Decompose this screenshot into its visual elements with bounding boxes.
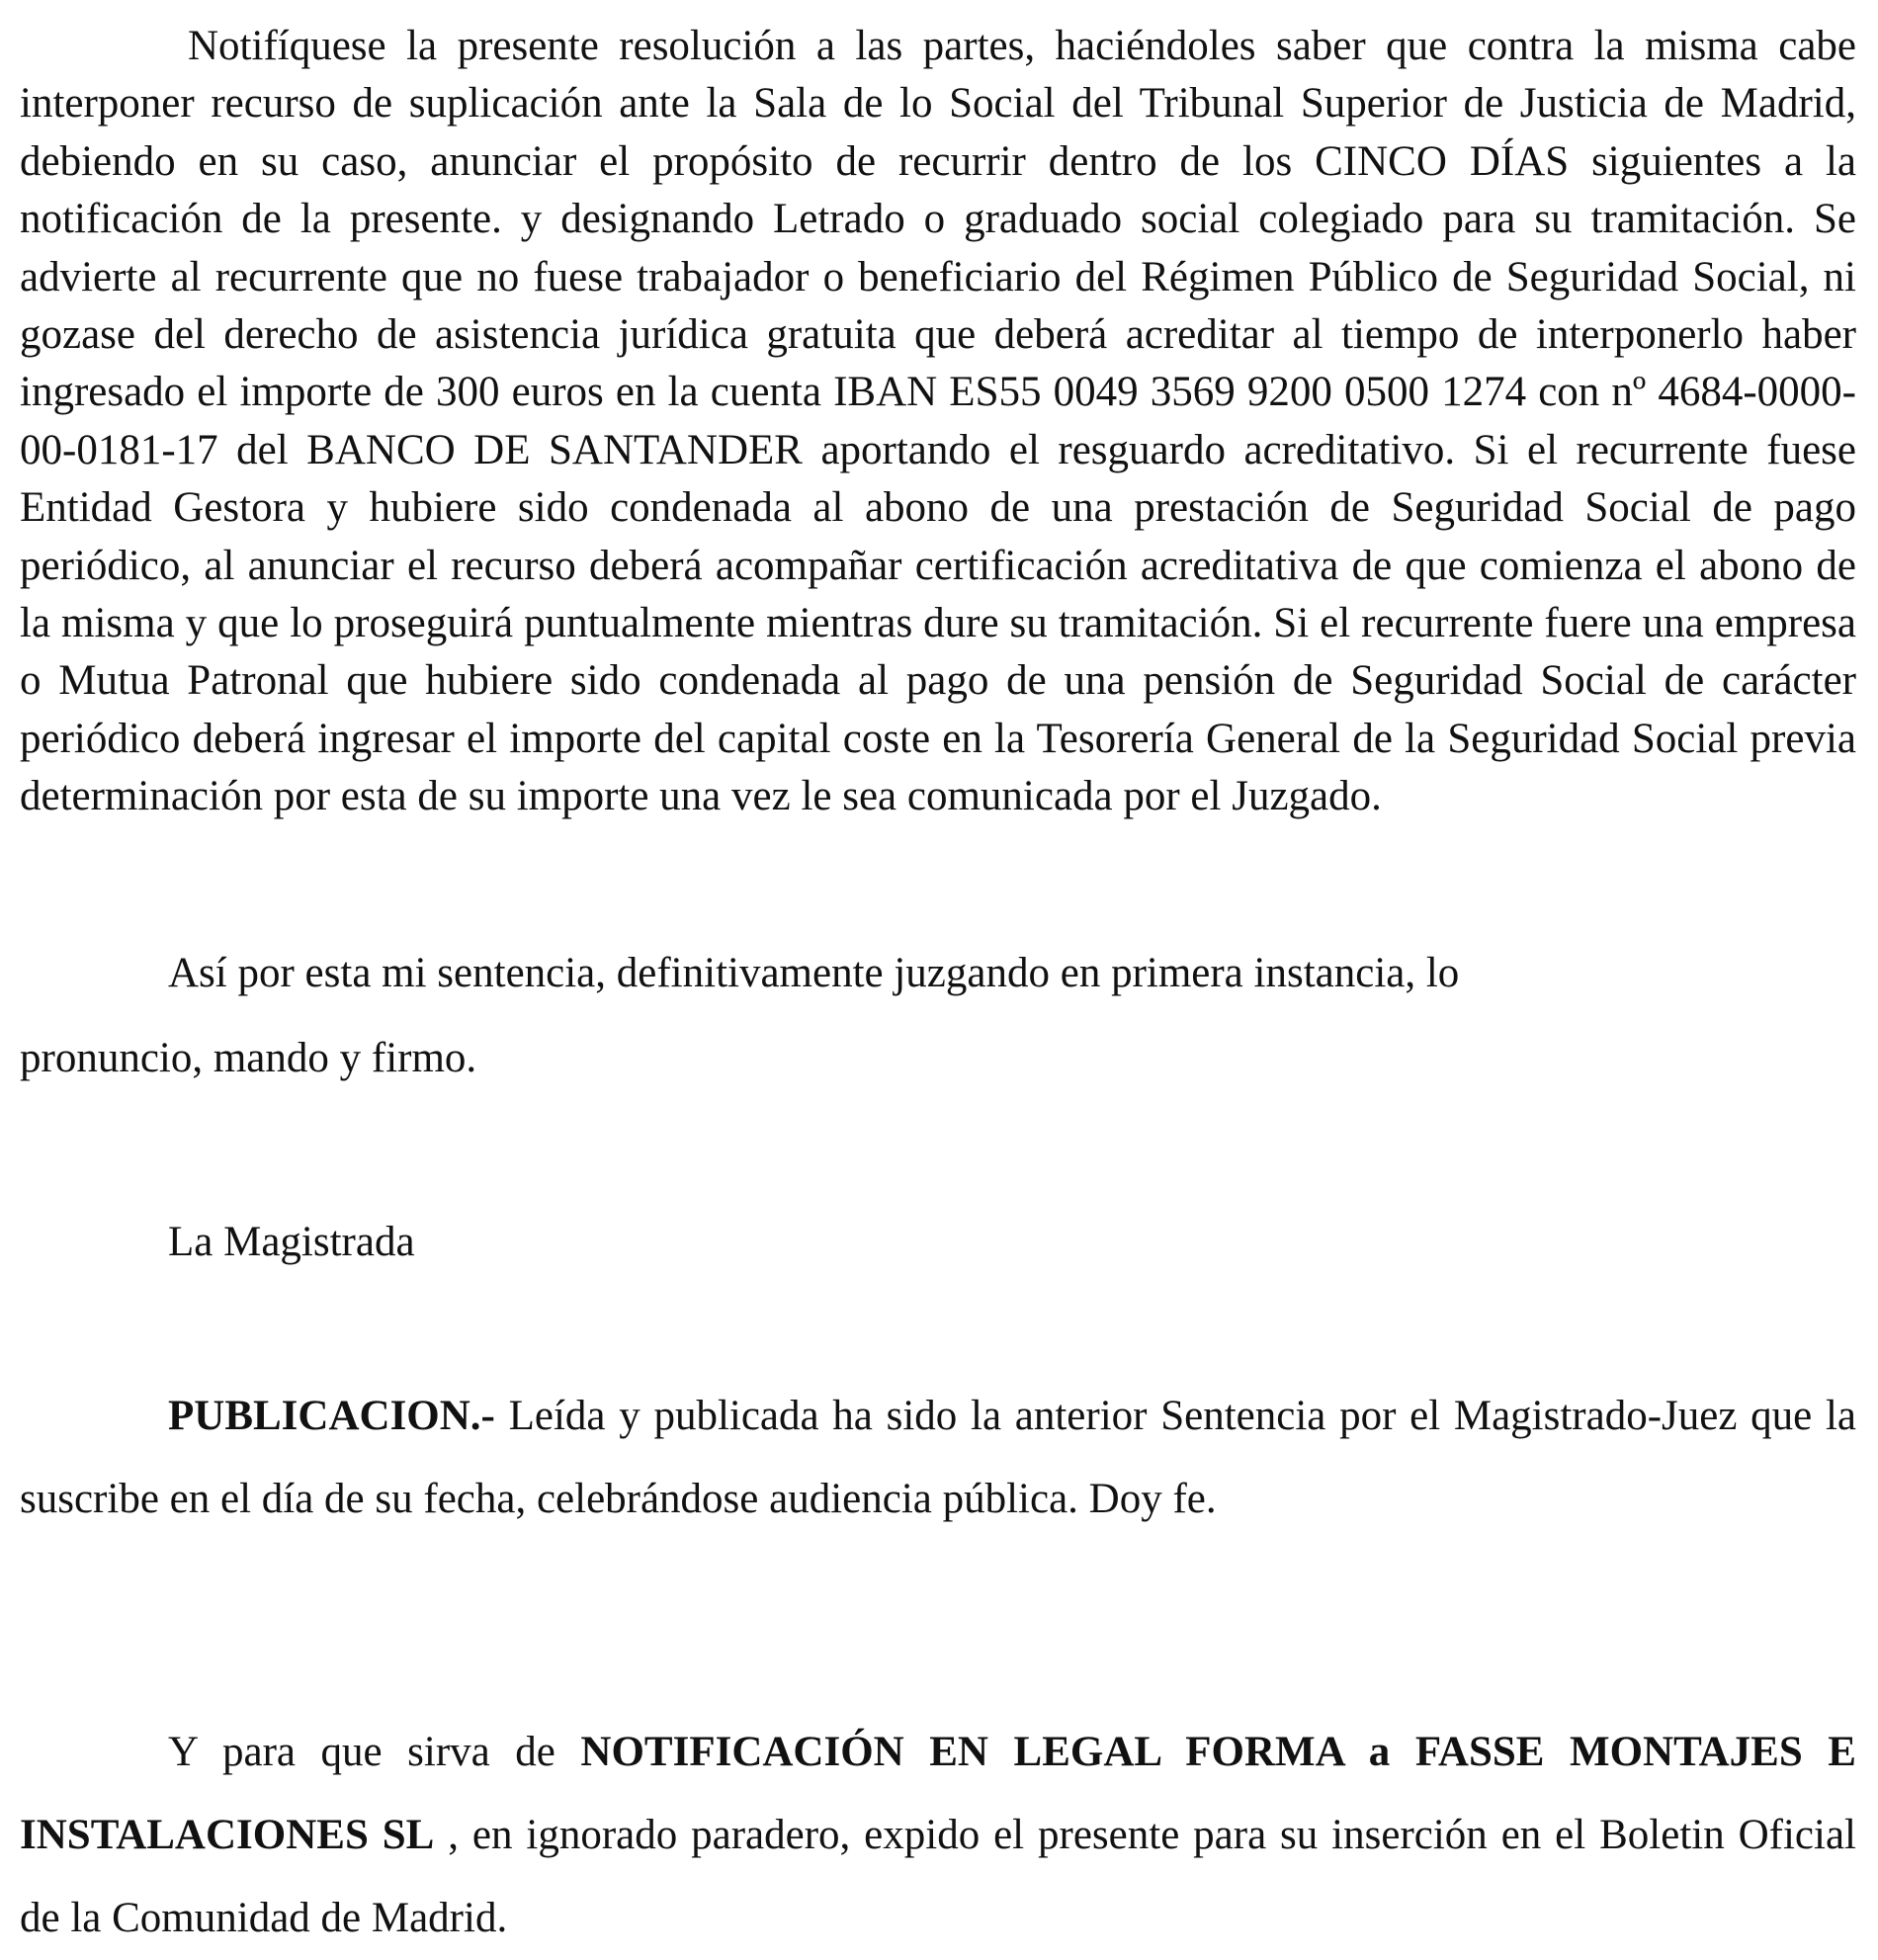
document-page: [20, 18, 1856, 1941]
legal-notification-paragraph: [20, 1711, 1856, 1960]
notification-rest: , en ignorado paradero, expido el presente para su inserción en el Boletin Oficial de la Comunidad de Madrid.: [20, 1812, 1856, 1941]
publication-label: PUBLICACION.-: [168, 1393, 495, 1439]
sentence-line-1: Así por esta mi sentencia, definitivamente juzgando en primera instancia, lo: [168, 950, 1460, 996]
sentence-paragraph: [20, 945, 1856, 1088]
signature-title: La Magistrada: [168, 1219, 415, 1265]
publication-text: Leída y publicada ha sido la anterior Sentencia por el Magistrado-Juez que la suscribe en el día de su fecha, celebrándose audiencia pública. Doy fe.: [20, 1393, 1856, 1522]
publication-paragraph: [20, 1375, 1856, 1541]
notification-recipient: NOTIFICACIÓN EN LEGAL FORMA a FASSE MONTAJES E INSTALACIONES SL: [20, 1729, 1856, 1858]
notification-paragraph: Notifíquese la presente resolución a las partes, haciéndoles saber que contra la misma cabe interponer recurso de suplicación ante la Sala de lo Social del Tribunal Superior de Justicia de Madrid, debiendo en su caso, anunciar el propósito de recurrir dentro de los CINCO DÍAS siguientes a la notificación de la presente. y designando Letrado o graduado social colegiado para su tramitación. Se advierte al recurrente que no fuese trabajador o beneficiario del Régimen Público de Seguridad Social, ni gozase del derecho de asistencia jurídica gratuita que deberá acreditar al tiempo de interponerlo haber ingresado el importe de 300 euros en la cuenta IBAN ES55 0049 3569 9200 0500 1274 con nº 4684-0000-00-0181-17 del BANCO DE SANTANDER aportando el resguardo acreditativo. Si el recurrente fuese Entidad Gestora y hubiere sido condenada al abono de una prestación de Seguridad Social de pago periódico, al anunciar el recurso deberá acompañar certificación acreditativa de que comienza el abono de la misma y que lo proseguirá puntualmente mientras dure su tramitación. Si el recurrente fuere una empresa o Mutua Patronal que hubiere sido condenada al pago de una pensión de Seguridad Social de carácter periódico deberá ingresar el importe del capital coste en la Tesorería General de la Seguridad Social previa determinación por esta de su importe una vez le sea comunicada por el Juzgado.: [20, 23, 1856, 820]
notification-intro: Y para que sirva de: [168, 1729, 581, 1775]
sentence-line-2: pronuncio, mando y firmo.: [20, 1035, 477, 1082]
